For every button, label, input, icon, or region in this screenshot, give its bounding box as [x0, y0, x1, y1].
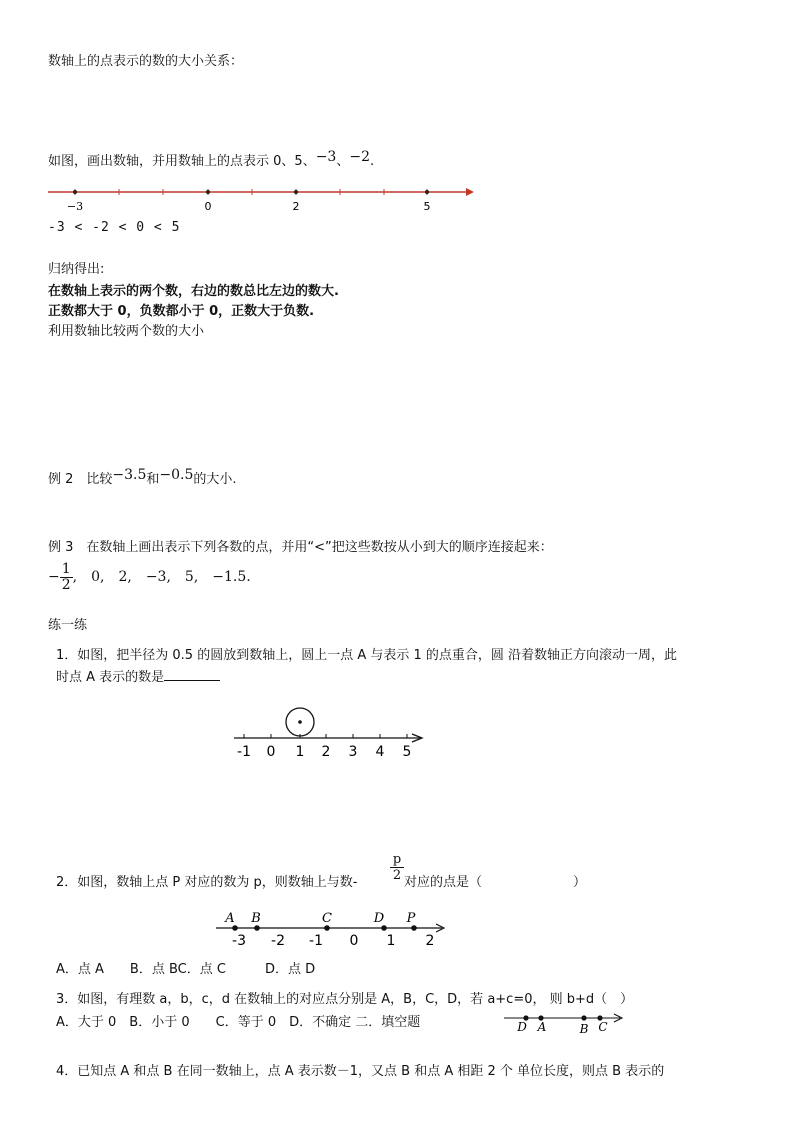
question-1-figure — [232, 704, 432, 784]
axis-label: -1 — [237, 744, 251, 760]
example1-numbers: 0、5、 — [273, 154, 316, 169]
summary-rule-1: 在数轴上表示的两个数，右边的数总比左边的数大. — [48, 284, 339, 299]
axis-label: 4 — [375, 744, 385, 760]
question-4: 4．已知点 A 和点 B 在同一数轴上，点 A 表示数－1，又点 B 和点 A 相距 2 个 单位长度，则点 B 表示的 — [56, 1064, 665, 1079]
axis-label: 2 — [292, 200, 300, 213]
question-1-line-1: 1．如图，把半径为 0.5 的圆放到数轴上，圆上一点 A 与表示 1 的点重合，圆 沿着数轴正方向滚动一周，此 — [56, 648, 678, 663]
example3-text: 例 3 在数轴上画出表示下列各数的点，并用“<”把这些数按从小到大的顺序连接起来： — [48, 540, 553, 555]
example2-prefix: 例 2 比较 — [48, 472, 113, 487]
point-0 — [206, 190, 210, 194]
axis-label: −3 — [66, 200, 84, 213]
point-c-dot — [324, 925, 330, 931]
point-label: C — [598, 1020, 608, 1034]
comparison-result: -3 < -2 < 0 < 5 — [48, 220, 181, 235]
answer-blank[interactable] — [164, 668, 220, 681]
point-d-dot — [381, 925, 387, 931]
axis-label: 2 — [321, 744, 331, 760]
axis-label: 5 — [423, 200, 431, 213]
question-3-line-1: 3．如图，有理数 a，b，c，d 在数轴上的对应点分别是 A，B，C，D，若 a+c=0， 则 b+d（ ） — [56, 992, 634, 1007]
fraction-denominator: 2 — [61, 576, 71, 593]
example3-rest: , 0, 2, −3, 5, −1.5. — [72, 569, 251, 586]
question-2-pre: 2．如图，数轴上点 P 对应的数为 p，则数轴上与数- — [56, 875, 358, 890]
point-label: A — [537, 1020, 547, 1034]
point-minus3 — [73, 190, 77, 194]
example2 — [48, 468, 237, 487]
axis-label: 2 — [425, 933, 435, 949]
example3-frac-sign: − — [48, 569, 60, 586]
point-label: B — [251, 911, 261, 926]
question-2-options: A．点 A B．点 BC．点 C D．点 D — [56, 962, 316, 977]
point-b-dot — [581, 1015, 586, 1020]
example1-intro — [48, 150, 374, 169]
question-2-fraction — [390, 852, 404, 883]
summary-title: 归纳得出: — [48, 262, 105, 277]
example1-sep: 、 — [336, 154, 350, 169]
axis-label: -2 — [271, 933, 285, 949]
circle-center — [298, 720, 302, 724]
axis-label: 0 — [204, 200, 212, 213]
question-2-figure — [214, 906, 454, 956]
point-label: D — [517, 1020, 527, 1034]
example2-value-b: −0.5 — [159, 467, 194, 483]
question-3-figure — [502, 1006, 632, 1036]
question-2-post: 对应的点是（ ） — [404, 875, 587, 890]
axis-label: -1 — [309, 933, 323, 949]
axis-label: 0 — [266, 744, 276, 760]
axis-label: 1 — [386, 933, 396, 949]
question-3-line-2: A．大于 0 B．小于 0 C．等于 0 D．不确定 二．填空题 — [56, 1015, 421, 1030]
axis-label: 1 — [295, 744, 305, 760]
example1-number-line — [46, 178, 476, 218]
example3-numbers — [48, 562, 251, 592]
example3-fraction — [60, 562, 73, 592]
axis-label: 3 — [348, 744, 358, 760]
summary-note: 利用数轴比较两个数的大小 — [48, 324, 205, 339]
example1-intro-text: 如图，画出数轴，并用数轴上的点表示 — [48, 154, 270, 169]
point-5 — [425, 190, 429, 194]
axis-label: -3 — [232, 933, 246, 949]
point-label: D — [373, 911, 385, 926]
point-b-dot — [254, 925, 260, 931]
axis-label: 5 — [402, 744, 412, 760]
point-p-dot — [411, 925, 417, 931]
section-heading: 数轴上的点表示的数的大小关系： — [48, 54, 244, 69]
question-1-text: 时点 A 表示的数是 — [56, 670, 165, 685]
summary-rule-2: 正数都大于 0，负数都小于 0，正数大于负数. — [48, 304, 315, 319]
example1-end: . — [370, 154, 375, 169]
question-1-line-2 — [56, 666, 220, 685]
fraction-numerator: p — [390, 852, 404, 868]
example2-and: 和 — [146, 472, 160, 487]
example1-minus2: −2 — [349, 149, 370, 165]
fraction-denominator: 2 — [392, 868, 402, 883]
point-label: P — [406, 911, 416, 926]
axis-label: 0 — [349, 933, 359, 949]
point-2 — [294, 190, 298, 194]
point-label: B — [579, 1022, 589, 1036]
fraction-numerator: 1 — [61, 561, 71, 577]
point-a-dot — [232, 925, 238, 931]
example1-minus3: −3 — [315, 149, 337, 165]
example2-value-a: −3.5 — [112, 467, 147, 483]
axis-arrow — [466, 188, 474, 196]
point-label: C — [322, 911, 332, 926]
point-label: A — [225, 911, 235, 926]
practice-title: 练一练 — [48, 618, 88, 633]
example2-suffix: 的大小. — [193, 472, 237, 487]
